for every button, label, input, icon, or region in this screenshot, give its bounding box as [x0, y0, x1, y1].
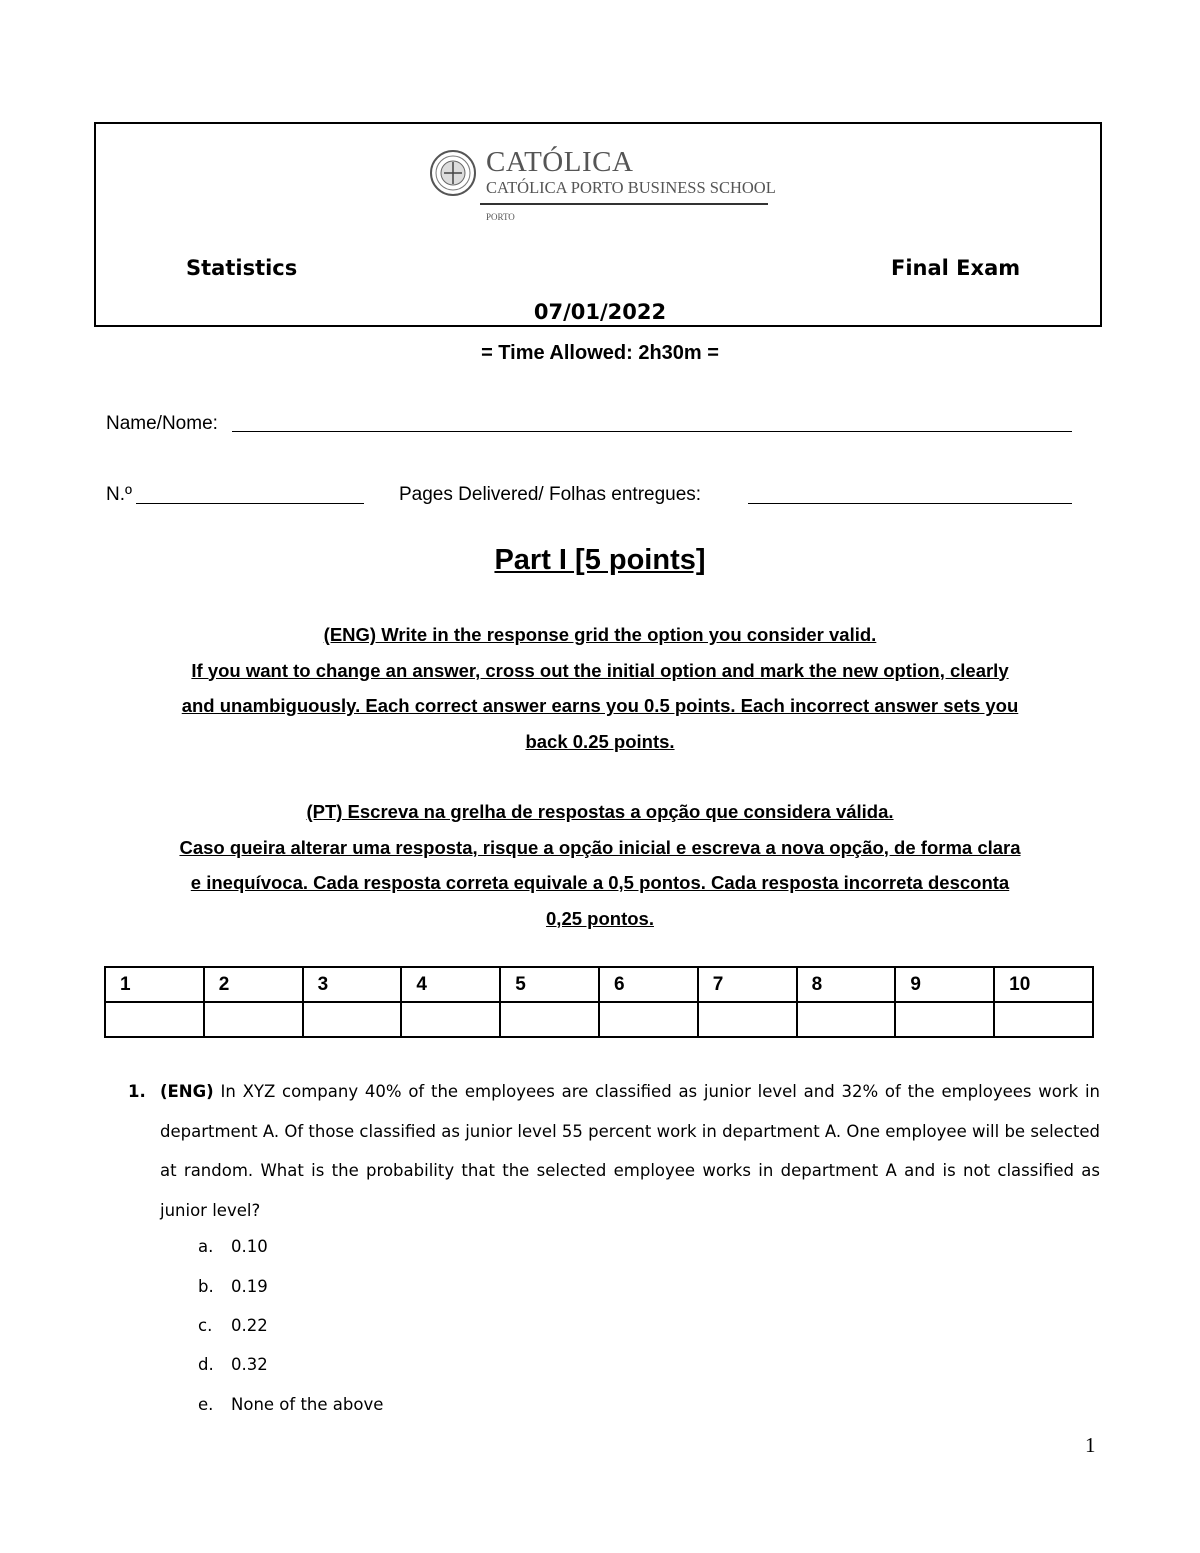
option-letter: a.	[198, 1237, 214, 1256]
grid-answer-cell[interactable]	[401, 1002, 500, 1037]
response-grid-answer-row	[105, 1002, 1093, 1037]
grid-answer-cell[interactable]	[500, 1002, 599, 1037]
instructions-pt-line: (PT) Escreva na grelha de respostas a opção que considera válida.	[306, 801, 894, 822]
grid-header-cell: 8	[797, 967, 896, 1002]
logo-brand: CATÓLICA	[486, 146, 634, 178]
question-lang-tag: (ENG)	[160, 1082, 214, 1101]
option-text: 0.10	[231, 1237, 268, 1256]
instructions-pt-line: Caso queira alterar uma resposta, risque a opção inicial e escreva a nova opção, de forma clara	[179, 836, 1021, 858]
grid-answer-cell[interactable]	[895, 1002, 994, 1037]
instructions-eng-line: (ENG) Write in the response grid the option you consider valid.	[323, 624, 877, 645]
grid-header-cell: 4	[401, 967, 500, 1002]
option-text: 0.22	[231, 1316, 268, 1335]
option-letter: d.	[198, 1355, 214, 1374]
name-label: Name/Nome:	[106, 413, 218, 434]
grid-header-cell: 10	[994, 967, 1093, 1002]
student-number-label: N.º	[106, 484, 132, 505]
logo-city: PORTO	[486, 212, 515, 222]
option-letter: e.	[198, 1395, 214, 1414]
instructions-pt	[104, 794, 1096, 936]
grid-answer-cell[interactable]	[797, 1002, 896, 1037]
question-number: 1.	[128, 1082, 146, 1101]
question-text	[160, 1072, 1100, 1230]
pages-delivered-field[interactable]	[748, 503, 1072, 504]
grid-answer-cell[interactable]	[303, 1002, 402, 1037]
option-letter: c.	[198, 1316, 213, 1335]
instructions-eng-line: If you want to change an answer, cross out the initial option and mark the new option, clearly	[191, 659, 1009, 681]
grid-answer-cell[interactable]	[698, 1002, 797, 1037]
grid-header-cell: 2	[204, 967, 303, 1002]
instructions-pt-line: 0,25 pontos.	[546, 907, 654, 929]
grid-header-cell: 3	[303, 967, 402, 1002]
grid-answer-cell[interactable]	[105, 1002, 204, 1037]
grid-header-cell: 1	[105, 967, 204, 1002]
page-number: 1	[1085, 1433, 1096, 1457]
option-text: None of the above	[231, 1395, 384, 1414]
grid-answer-cell[interactable]	[994, 1002, 1093, 1037]
option-letter: b.	[198, 1277, 214, 1296]
option-text: 0.19	[231, 1277, 268, 1296]
response-grid	[104, 966, 1094, 1038]
logo-school-name: CATÓLICA PORTO BUSINESS SCHOOL	[486, 178, 776, 197]
grid-header-cell: 9	[895, 967, 994, 1002]
grid-answer-cell[interactable]	[599, 1002, 698, 1037]
part-title: Part I [5 points]	[494, 544, 706, 576]
student-number-field[interactable]	[136, 503, 364, 504]
name-field[interactable]	[232, 431, 1072, 432]
school-logo	[430, 148, 775, 228]
course-title: Statistics	[186, 256, 298, 280]
instructions-eng	[104, 617, 1096, 759]
grid-header-cell: 5	[500, 967, 599, 1002]
response-grid-header-row	[105, 967, 1093, 1002]
time-allowed: = Time Allowed: 2h30m =	[481, 342, 719, 364]
grid-header-cell: 7	[698, 967, 797, 1002]
exam-date: 07/01/2022	[533, 300, 667, 324]
grid-header-cell: 6	[599, 967, 698, 1002]
instructions-eng-line: and unambiguously. Each correct answer earns you 0.5 points. Each incorrect answer sets you	[181, 695, 1019, 716]
grid-answer-cell[interactable]	[204, 1002, 303, 1037]
instructions-eng-line: back 0.25 points.	[525, 730, 675, 752]
pages-delivered-label: Pages Delivered/ Folhas entregues:	[399, 484, 702, 505]
option-text: 0.32	[231, 1355, 268, 1374]
question-body: In XYZ company 40% of the employees are classified as junior level and 32% of the employees work in department A. Of those classified as junior level 55 percent work in department A. One employee will be selected at random. What is the probability that the selected employee works in department A and is not classified as junior level?	[160, 1082, 1100, 1220]
instructions-pt-line: e inequívoca. Cada resposta correta equivale a 0,5 pontos. Cada resposta incorreta desconta	[190, 872, 1010, 893]
exam-type: Final Exam	[891, 256, 1021, 280]
